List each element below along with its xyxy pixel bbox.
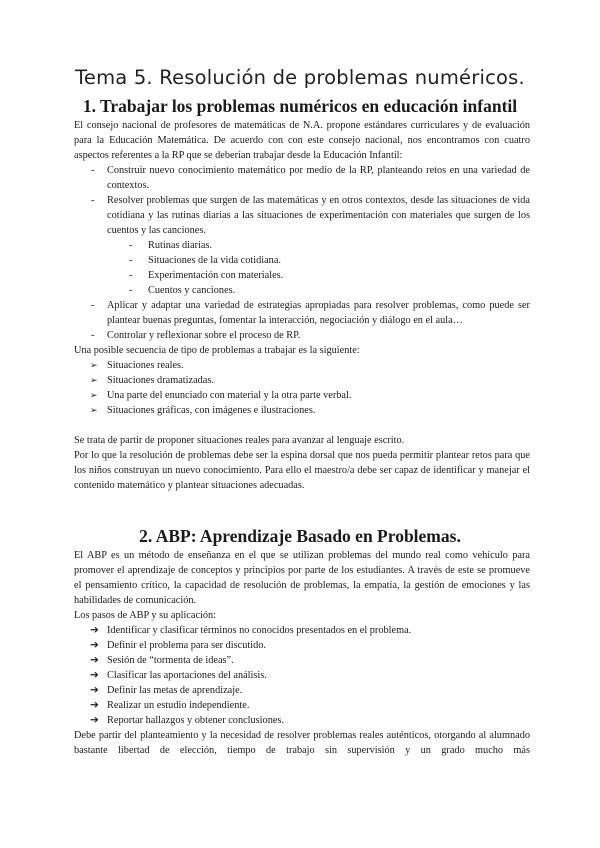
section-2-heading: 2. ABP: Aprendizaje Basado en Problemas. (139, 526, 461, 546)
section-1-intro: El consejo nacional de profesores de matemáticas de N.A. propone estándares curriculares y de evaluación para la Educación Matemática. De acuerdo con con este consejo nacional, nos encontramos con cuatro aspectos referentes a la RP que se deberían trabajar desde la Educación Infantil: (74, 120, 530, 161)
list-item: - Cuentos y canciones. (129, 285, 236, 296)
section-2-closing: Debe partir del planteamiento y la necesidad de resolver problemas reales auténticos, otorgando al alumnado bastante libertad de elección, tiempo de trabajo sin supervisión y un grado mucho más (74, 730, 530, 756)
sequence-intro: Una posible secuencia de tipo de problemas a trabajar es la siguiente: (74, 345, 360, 356)
list-item: ➢ Situaciones reales. (90, 360, 184, 371)
arrow-bullet-icon: ➔ (90, 670, 99, 681)
arrowhead-bullet-icon: ➢ (90, 360, 98, 370)
list-item: - Situaciones de la vida cotidiana. (129, 255, 281, 266)
list-item: - Controlar y reflexionar sobre el proceso de RP. (91, 330, 301, 341)
list-item: - Experimentación con materiales. (129, 270, 284, 281)
list-item: ➢ Situaciones dramatizadas. (90, 375, 214, 386)
list-item: ➔ Identificar y clasificar términos no conocidos presentados en el problema. (90, 625, 412, 636)
list-item: - Resolver problemas que surgen de las matemáticas y en otros contextos, desde las situaciones de vida cotidiana y las rutinas diarias a las situaciones de experimentación con materiales que surgen de los cuentos y las canciones. (91, 195, 530, 236)
section-1-closing-1: Se trata de partir de proponer situaciones reales para avanzar al lenguaje escrito. (74, 435, 405, 446)
arrowhead-bullet-icon: ➢ (90, 390, 98, 400)
aspects-list (74, 163, 530, 238)
list-item: ➔ Clasificar las aportaciones del análisis. (90, 670, 267, 681)
sequence-list (74, 358, 530, 418)
dash-bullet: - (129, 270, 133, 281)
arrowhead-bullet-icon: ➢ (90, 405, 98, 415)
list-item: - Construir nuevo conocimiento matemático por medio de la RP, planteando retos en una variedad de contextos. (91, 165, 530, 191)
list-item: ➢ Una parte del enunciado con material y la otra parte verbal. (90, 390, 352, 401)
section-1-closing-2: Por lo que la resolución de problemas debe ser la espina dorsal que nos pueda permitir plantear retos para que los niños construyan un nuevo conocimiento. Para ello el maestro/a debe ser capaz de identificar y manejar el contenido matemático y plantear situaciones adecuadas. (74, 450, 530, 491)
list-item: ➔ Reportar hallazgos y obtener conclusiones. (90, 715, 284, 726)
dash-bullet: - (129, 285, 133, 296)
section-1-heading: 1. Trabajar los problemas numéricos en educación infantil (82, 96, 518, 116)
steps-list (74, 623, 530, 728)
dash-bullet: - (129, 240, 133, 251)
arrow-bullet-icon: ➔ (90, 715, 99, 726)
dash-bullet: - (91, 195, 95, 206)
list-item: ➢ Situaciones gráficas, con imágenes e ilustraciones. (90, 405, 316, 416)
contexts-sublist (74, 238, 530, 298)
arrowhead-bullet-icon: ➢ (90, 375, 98, 385)
steps-intro: Los pasos de ABP y su aplicación: (74, 610, 217, 621)
section-2-intro: El ABP es un método de enseñanza en el que se utilizan problemas del mundo real como vehículo para promover el aprendizaje de conceptos y principios por parte de los estudiantes. A través de este se promueve el pensamiento crítico, la capacidad de resolución de problemas, la empatía, la gestión de emociones y las habilidades de comunicación. (74, 550, 530, 606)
section-2-body (74, 548, 530, 758)
arrow-bullet-icon: ➔ (90, 640, 99, 651)
page-title: Tema 5. Resolución de problemas numéricos. (75, 66, 525, 89)
dash-bullet: - (129, 255, 133, 266)
arrow-bullet-icon: ➔ (90, 625, 99, 636)
dash-bullet: - (91, 330, 95, 341)
dash-bullet: - (91, 165, 95, 176)
list-item: ➔ Definir las metas de aprendizaje. (90, 685, 243, 696)
list-item: ➔ Definir el problema para ser discutido. (90, 640, 266, 651)
list-item: ➔ Sesión de “tormenta de ideas”. (90, 655, 234, 666)
list-item: - Rutinas diarias. (129, 240, 213, 251)
dash-bullet: - (91, 300, 95, 311)
arrow-bullet-icon: ➔ (90, 700, 99, 711)
aspects-list-continued (74, 298, 530, 343)
arrow-bullet-icon: ➔ (90, 655, 99, 666)
list-item: - Aplicar y adaptar una variedad de estrategias apropiadas para resolver problemas, como puede ser plantear buenas preguntas, fomentar la interacción, negociación y diálogo en el aula… (91, 300, 530, 326)
arrow-bullet-icon: ➔ (90, 685, 99, 696)
list-item: ➔ Realizar un estudio independiente. (90, 700, 250, 711)
section-1-body (74, 118, 530, 493)
